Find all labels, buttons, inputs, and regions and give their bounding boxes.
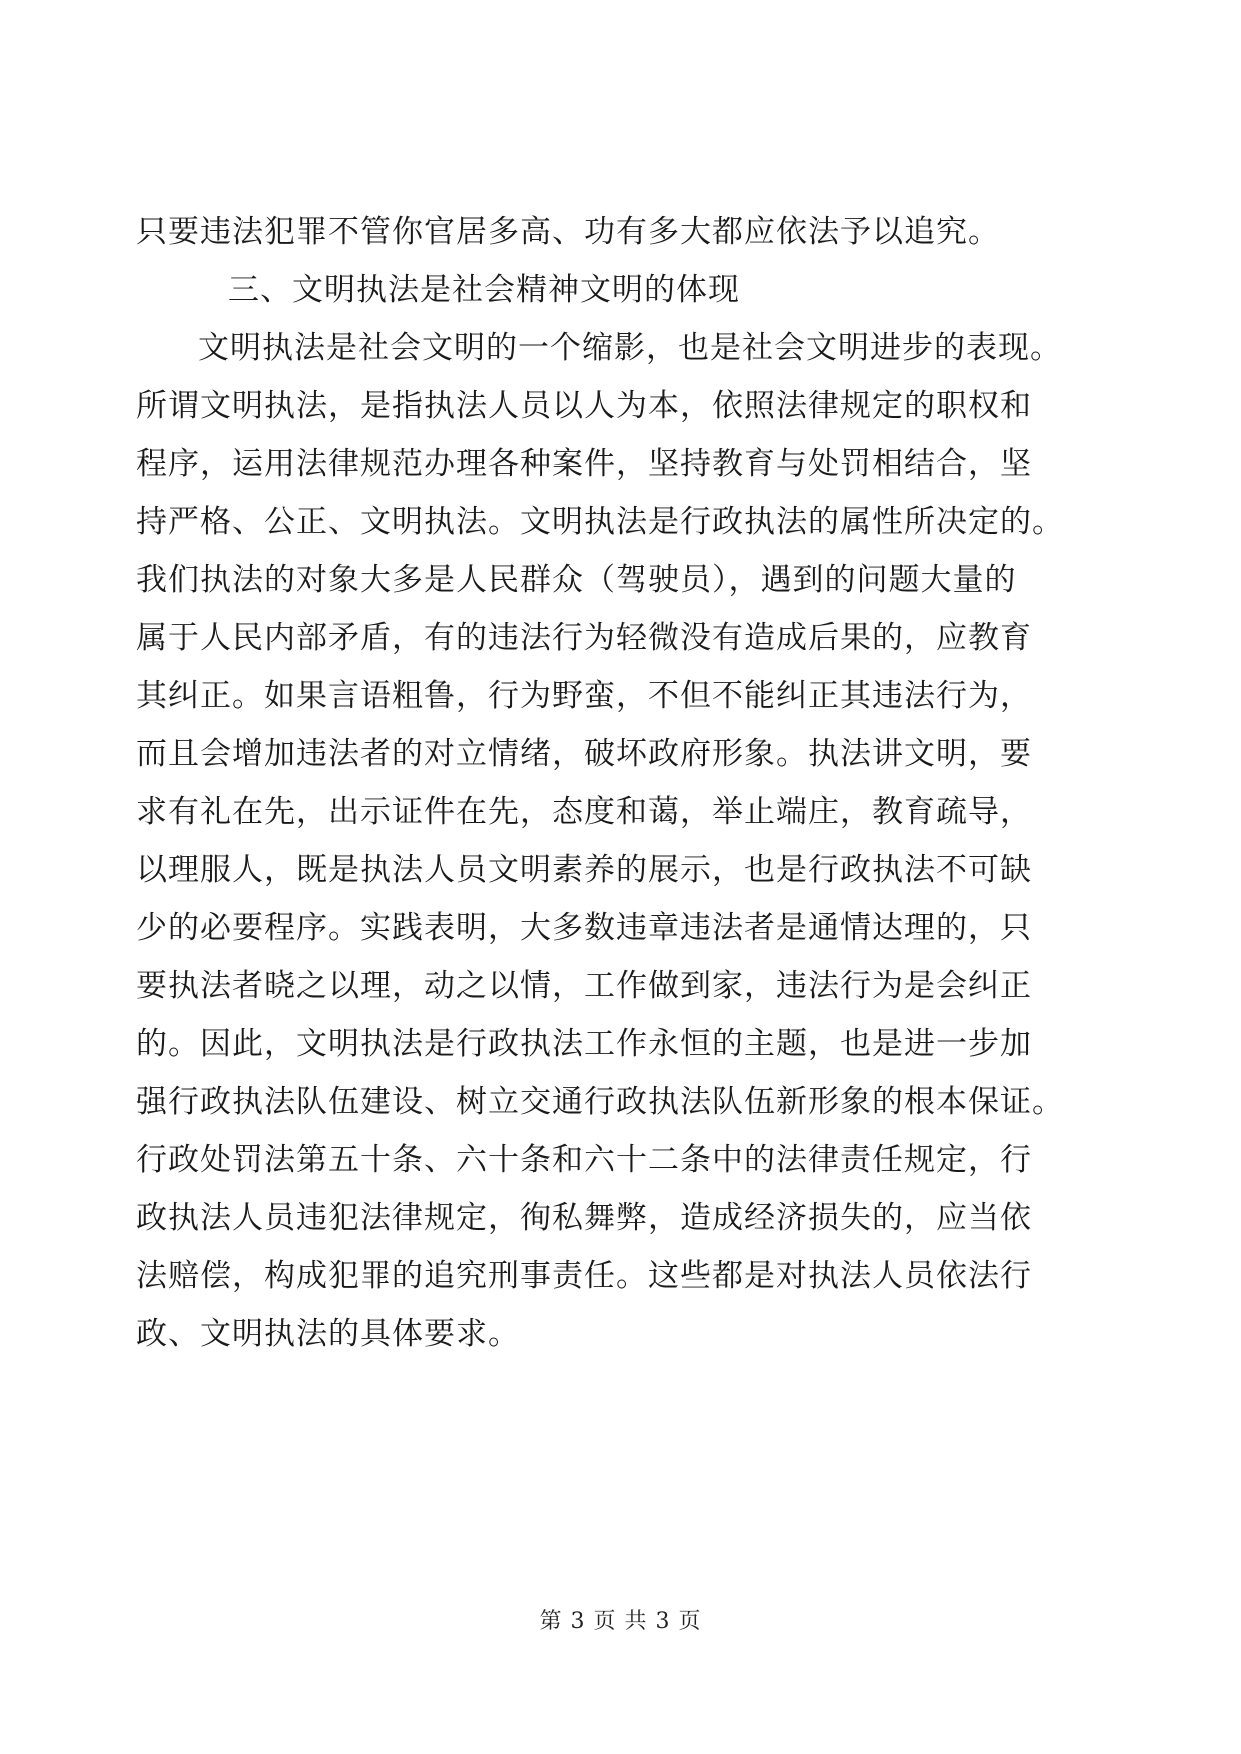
text-line-20: 政、文明执法的具体要求。 (136, 1316, 520, 1352)
text-line-11: 求有礼在先，出示证件在先，态度和蔼，举止端庄，教育疏导， (136, 794, 1032, 830)
text-line-1: 只要违法犯罪不管你官居多高、功有多大都应依法予以追究。 (136, 214, 1000, 250)
page-number-footer: 第 3 页 共 3 页 (539, 1609, 702, 1634)
text-line-16: 强行政执法队伍建设、树立交通行政执法队伍新形象的根本保证。 (136, 1084, 1064, 1120)
text-line-6: 持严格、公正、文明执法。文明执法是行政执法的属性所决定的。 (136, 504, 1064, 540)
text-line-18: 政执法人员违犯法律规定，徇私舞弊，造成经济损失的，应当依 (136, 1200, 1032, 1236)
text-line-8: 属于人民内部矛盾，有的违法行为轻微没有造成后果的，应教育 (136, 620, 1032, 656)
text-line-4: 所谓文明执法，是指执法人员以人为本，依照法律规定的职权和 (136, 388, 1032, 424)
text-line-15: 的。因此，文明执法是行政执法工作永恒的主题，也是进一步加 (136, 1026, 1032, 1062)
text-line-7: 我们执法的对象大多是人民群众（驾驶员），遇到的问题大量的 (136, 562, 1017, 598)
text-line-14: 要执法者晓之以理，动之以情，工作做到家，违法行为是会纠正 (136, 968, 1032, 1004)
text-line-3: 文明执法是社会文明的一个缩影，也是社会文明进步的表现。 (198, 330, 1062, 366)
text-line-9: 其纠正。如果言语粗鲁，行为野蛮，不但不能纠正其违法行为， (136, 678, 1032, 714)
text-line-13: 少的必要程序。实践表明，大多数违章违法者是通情达理的，只 (136, 910, 1032, 946)
section-heading: 三、文明执法是社会精神文明的体现 (228, 272, 740, 308)
text-line-17: 行政处罚法第五十条、六十条和六十二条中的法律责任规定，行 (136, 1142, 1032, 1178)
text-line-19: 法赔偿，构成犯罪的追究刑事责任。这些都是对执法人员依法行 (136, 1258, 1032, 1294)
text-line-5: 程序，运用法律规范办理各种案件，坚持教育与处罚相结合，坚 (136, 446, 1032, 482)
text-line-10: 而且会增加违法者的对立情绪，破坏政府形象。执法讲文明，要 (136, 736, 1032, 772)
text-line-12: 以理服人，既是执法人员文明素养的展示，也是行政执法不可缺 (136, 852, 1032, 888)
